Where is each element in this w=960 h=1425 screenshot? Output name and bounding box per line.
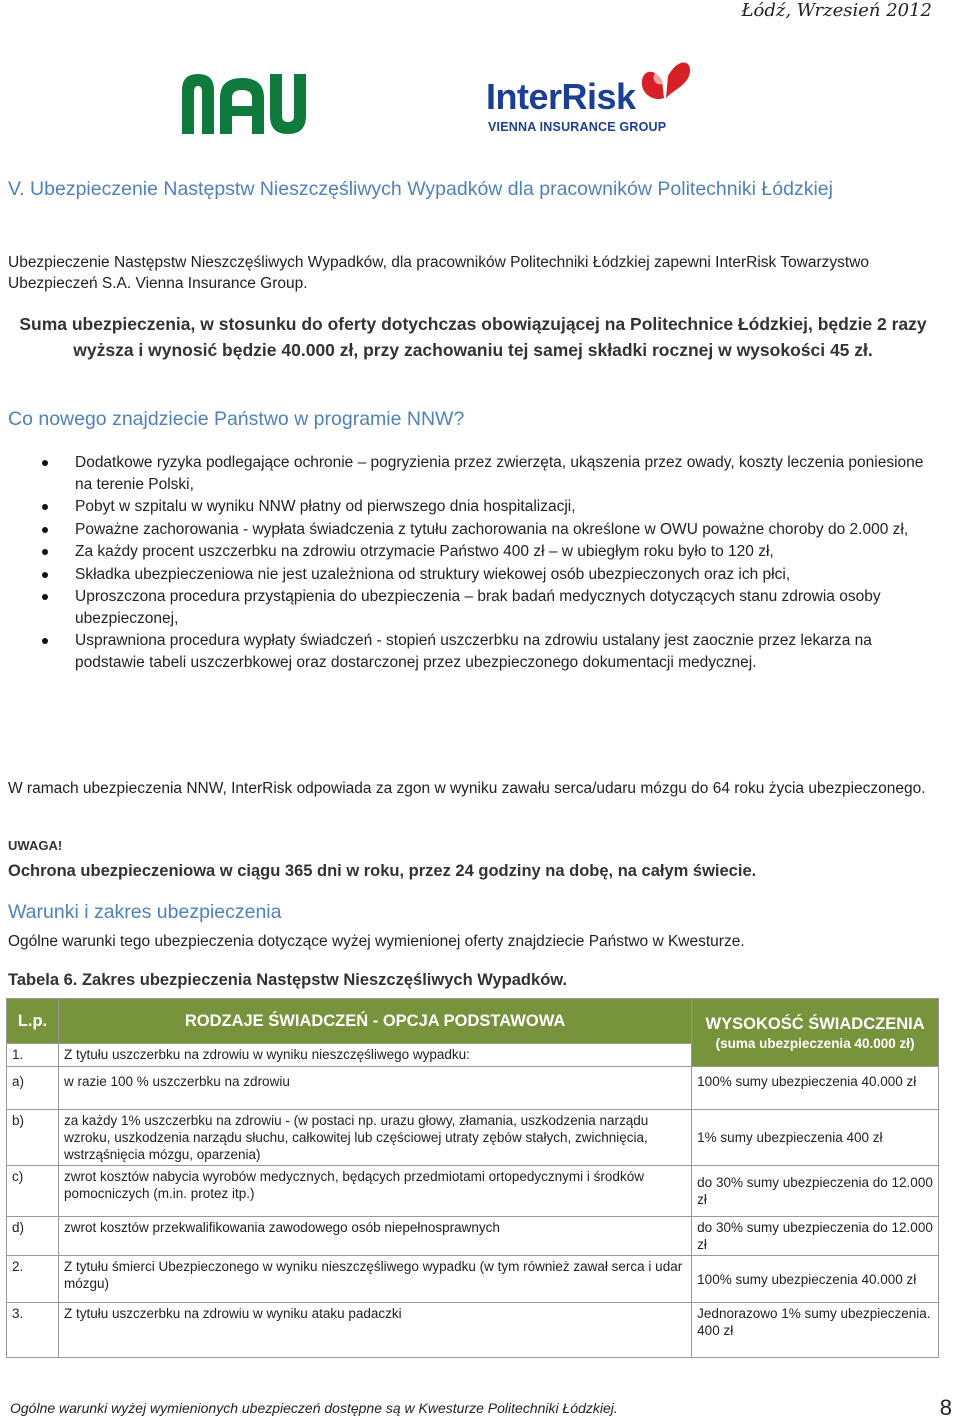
interrisk-wordmark: InterRisk (486, 76, 636, 117)
table-caption: Tabela 6. Zakres ubezpieczenia Następstw Nieszczęśliwych Wypadków. (8, 971, 568, 989)
list-item: Składka ubezpieczeniowa nie jest uzależniona od struktury wiekowej osób ubezpieczonych oraz ich płci, (28, 564, 943, 586)
terms-text: Ogólne warunki tego ubezpieczenia dotyczące wyżej wymienionej oferty znajdziecie Państwo w Kwesturze. (8, 933, 745, 950)
table-row: 1. Z tytułu uszczerbku na zdrowiu w wyniku nieszczęśliwego wypadku: (7, 1044, 939, 1067)
header-lp: L.p. (7, 999, 59, 1044)
bullet-icon (42, 638, 48, 644)
list-item: Poważne zachorowania - wypłata świadczenia z tytułu zachorowania na określone w OWU poważne choroby do 2.000 zł, (28, 519, 943, 541)
bullet-icon (42, 594, 48, 600)
terms-heading: Warunki i zakres ubezpieczenia (8, 901, 282, 923)
list-item: Uproszczona procedura przystąpienia do ubezpieczenia – brak badań medycznych dotyczących stanu zdrowia osoby ubezpieczonej, (28, 586, 943, 629)
benefits-list (28, 452, 943, 674)
bullet-icon (42, 572, 48, 578)
butterfly-icon (636, 58, 694, 104)
whats-new-heading: Co nowego znajdziecie Państwo w programie NNW? (8, 408, 465, 430)
interrisk-tagline: VIENNA INSURANCE GROUP (488, 120, 667, 134)
nau-logo (180, 72, 306, 134)
header-benefit-type: RODZAJE ŚWIADCZEŃ - OPCJA PODSTAWOWA (58, 999, 691, 1044)
intro-paragraph: Ubezpieczenie Następstw Nieszczęśliwych Wypadków, dla pracowników Politechniki Łódzkiej zapewni InterRisk Towarzystwo Ubezpieczeń S.A. Vienna Insurance Group. (8, 254, 870, 292)
page-number: 8 (939, 1395, 952, 1420)
table-row: a) w razie 100 % uszczerbku na zdrowiu 100% sumy ubezpieczenia 40.000 zł (7, 1067, 939, 1110)
coverage-table (6, 998, 939, 1358)
bullet-icon (42, 527, 48, 533)
table-row: 2. Z tytułu śmierci Ubezpieczonego w wyniku nieszczęśliwego wypadku (w tym również zawał serca i udar mózgu) 100% sumy ubezpieczenia 40.000 zł (7, 1256, 939, 1303)
bullet-icon (42, 460, 48, 466)
warning-text: Ochrona ubezpieczeniowa w ciągu 365 dni w roku, przez 24 godziny na dobę, na całym świecie. (8, 862, 757, 880)
table-row: 3. Z tytułu uszczerbku na zdrowiu w wyniku ataku padaczki Jednorazowo 1% sumy ubezpieczenia. 400 zł (7, 1303, 939, 1358)
table-row: d) zwrot kosztów przekwalifikowania zawodowego osób niepełnosprawnych do 30% sumy ubezpieczenia do 12.000 zł (7, 1217, 939, 1256)
header-amount: WYSOKOŚĆ ŚWIADCZENIA (suma ubezpieczenia 40.000 zł) (692, 999, 939, 1067)
warning-label: UWAGA! (8, 838, 63, 853)
table-row: b) za każdy 1% uszczerbku na zdrowiu - (w postaci np. urazu głowy, złamania, uszkodzenia narządu wzroku, uszkodzenia narządu słuchu, całkowitej lub częściowej utraty zębów stałych, zwichnięcia, wstrząśnięcia mózgu, oparzenia) 1% sumy ubezpieczenia 400 zł (7, 1110, 939, 1166)
bullet-icon (42, 504, 48, 510)
table-header-row (7, 999, 939, 1044)
section-title: V. Ubezpieczenie Następstw Nieszczęśliwych Wypadków dla pracowników Politechniki Łódzkiej (8, 178, 833, 200)
list-item: Pobyt w szpitalu w wyniku NNW płatny od pierwszego dnia hospitalizacji, (28, 496, 943, 518)
stroke-coverage-note: W ramach ubezpieczenia NNW, InterRisk odpowiada za zgon w wyniku zawału serca/udaru mózgu do 64 roku życia ubezpieczonego. (8, 780, 926, 797)
footer-note: Ogólne warunki wyżej wymienionych ubezpieczeń dostępne są w Kwesturze Politechniki Łódzkiej. (10, 1400, 618, 1416)
document-date: Łódź, Wrzesień 2012 (741, 0, 932, 21)
list-item: Za każdy procent uszczerbku na zdrowiu otrzymacie Państwo 400 zł – w ubiegłym roku było to 120 zł, (28, 541, 943, 563)
bullet-icon (42, 549, 48, 555)
list-item: Usprawniona procedura wypłaty świadczeń - stopień uszczerbku na zdrowiu ustalany jest zaocznie przez lekarza na podstawie tabeli uszczerbkowej oraz dostarczonej przez ubezpieczonego dokumentacji medycznej. (28, 630, 943, 673)
sum-insured-highlight: Suma ubezpieczenia, w stosunku do oferty dotychczas obowiązującej na Politechnice Łódzkiej, będzie 2 razy wyższa i wynosić będzie 40.000 zł, przy zachowaniu tej samej składki rocznej w wysokości 45 zł. (19, 314, 927, 360)
interrisk-logo (486, 58, 696, 136)
table-row: c) zwrot kosztów nabycia wyrobów medycznych, będących przedmiotami ortopedycznymi i środków pomocniczych (m.in. protez itp.) do 30% sumy ubezpieczenia do 12.000 zł (7, 1166, 939, 1217)
list-item: Dodatkowe ryzyka podlegające ochronie – pogryzienia przez zwierzęta, ukąszenia przez owady, koszty leczenia poniesione na terenie Polski, (28, 452, 943, 495)
